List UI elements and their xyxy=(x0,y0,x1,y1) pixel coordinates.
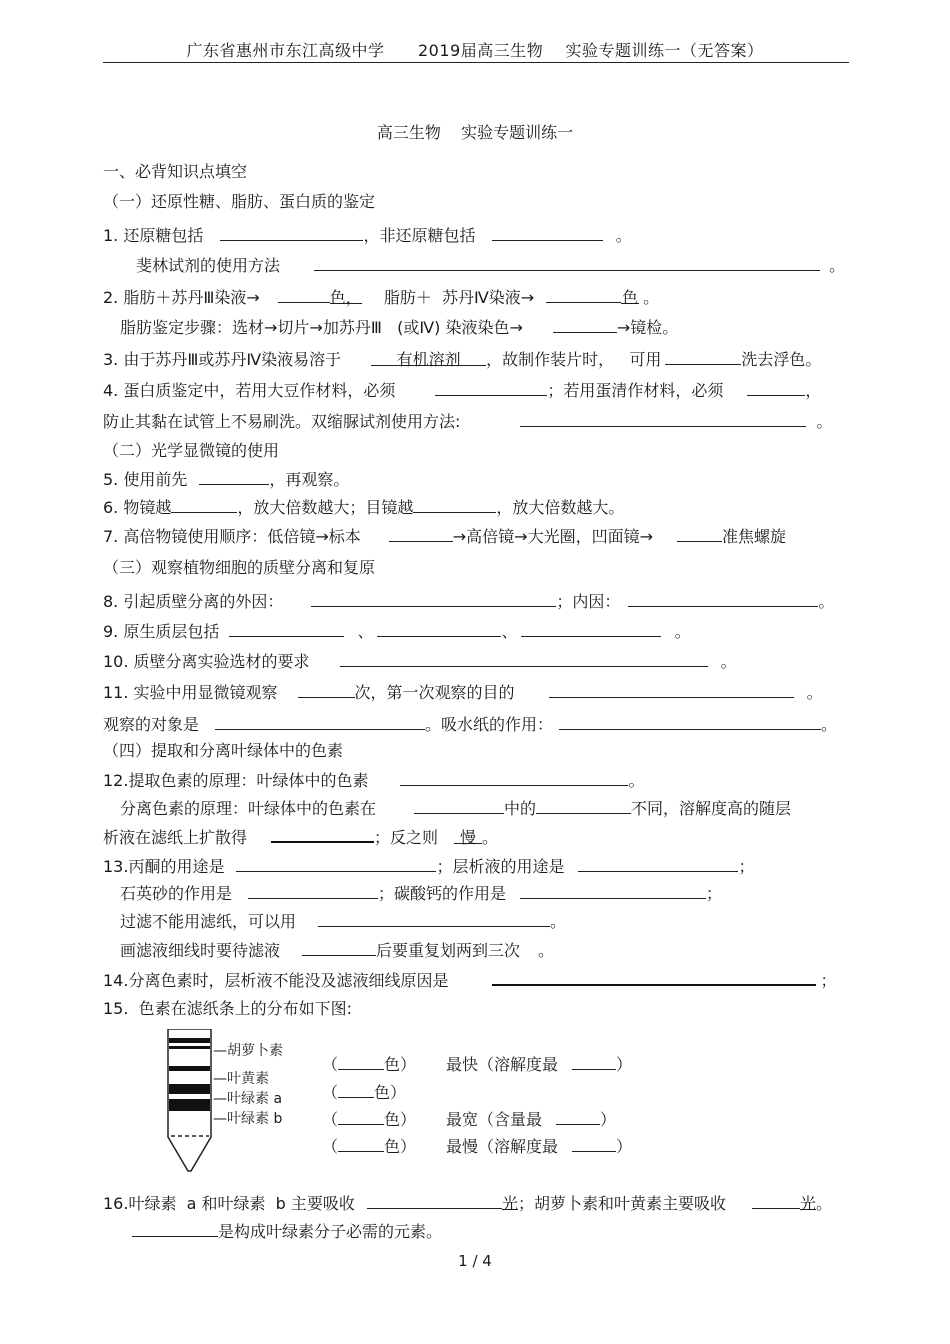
pigment-row: （ 色） xyxy=(322,1083,407,1102)
question-text: 。 xyxy=(821,715,838,734)
answer-blank[interactable] xyxy=(520,410,806,427)
question-5-line xyxy=(103,468,349,491)
pigment-label: —叶绿素 a xyxy=(213,1091,283,1107)
question-text: 。 xyxy=(829,256,846,275)
question-3-line xyxy=(103,348,821,371)
header-rule xyxy=(103,62,849,63)
question-text: 防止其黏在试管上不易刷洗。双缩脲试剂使用方法: xyxy=(103,412,461,431)
answer-text: 光 xyxy=(799,1194,816,1213)
carotene-band xyxy=(169,1038,210,1043)
question-text: 观察的对象是 xyxy=(103,715,200,734)
question-15-line: 15. 色素在滤纸条上的分布如下图: xyxy=(103,999,353,1018)
question-4b-line xyxy=(103,410,832,433)
carotene-band-2 xyxy=(169,1046,210,1049)
question-text: ；内因： xyxy=(556,592,621,611)
question-11b-line xyxy=(103,713,837,736)
question-16-line xyxy=(103,1192,832,1215)
xanthophyll-band xyxy=(169,1066,210,1071)
answer-blank[interactable] xyxy=(338,1081,374,1098)
question-text: 4. 蛋白质鉴定中，若用大豆作材料，必须 xyxy=(103,381,396,400)
question-text: 、 xyxy=(501,622,518,641)
answer-blank[interactable] xyxy=(367,1192,502,1209)
question-4-line xyxy=(103,379,821,402)
answer-blank[interactable] xyxy=(628,590,818,607)
answer-blank[interactable] xyxy=(298,681,355,698)
question-10-line xyxy=(103,650,737,673)
answer-blank[interactable] xyxy=(314,254,820,271)
question-11-line xyxy=(103,681,823,704)
question-text: 。 xyxy=(643,288,660,307)
pigment-label: —胡萝卜素 xyxy=(213,1043,283,1059)
question-text: 次，第一次观察的目的 xyxy=(354,683,515,702)
pigment-label: —叶绿素 b xyxy=(213,1111,283,1127)
subsection-heading: （二）光学显微镜的使用 xyxy=(103,441,280,460)
answer-blank[interactable] xyxy=(302,939,376,956)
question-text: 。 xyxy=(674,622,691,641)
answer-blank[interactable] xyxy=(578,855,738,872)
question-text: 斐林试剂的使用方法 xyxy=(136,256,281,275)
question-text: 13.丙酮的用途是 xyxy=(103,857,225,876)
question-text: 、 xyxy=(357,622,374,641)
pigment-row: （ 色） 最快（溶解度最 ） xyxy=(322,1055,633,1074)
question-text: 后要重复划两到三次 xyxy=(376,941,521,960)
answer-blank[interactable] xyxy=(414,797,504,814)
question-text: 不同，溶解度高的随层 xyxy=(631,799,792,818)
question-1-line xyxy=(103,224,632,247)
question-text: 。 xyxy=(550,912,567,931)
question-text: →高倍镜→大光圈，凹面镜→ xyxy=(452,527,653,546)
question-text: 6. 物镜越 xyxy=(103,498,172,517)
question-text: 洗去浮色。 xyxy=(741,350,822,369)
question-2-line xyxy=(103,286,659,309)
question-text: 析液在滤纸上扩散得 xyxy=(103,828,248,847)
answer-blank[interactable] xyxy=(229,620,344,637)
answer-blank[interactable] xyxy=(665,348,741,365)
question-text: 是构成叶绿素分子必需的元素。 xyxy=(218,1222,443,1241)
answer-blank[interactable] xyxy=(572,1053,616,1070)
subsection-heading: （四）提取和分离叶绿体中的色素 xyxy=(103,741,344,760)
question-text: 8. 引起质壁分离的外因： xyxy=(103,592,284,611)
question-text: ； xyxy=(738,857,755,876)
question-text: 。 xyxy=(482,828,499,847)
question-text: 14.分离色素时，层析液不能没及滤液细线原因是 xyxy=(103,971,449,990)
question-text: 12.提取色素的原理：叶绿体中的色素 xyxy=(103,771,369,790)
answer-blank[interactable] xyxy=(338,1053,384,1070)
question-text: 分离色素的原理：叶绿体中的色素在 xyxy=(120,799,377,818)
question-text: 10. 质壁分离实验选材的要求 xyxy=(103,652,310,671)
question-14-line xyxy=(103,968,836,992)
answer-blank[interactable] xyxy=(377,620,501,637)
question-text: 脂肪鉴定步骤：选材→切片→加苏丹Ⅲ (或Ⅳ) 染液染色→ xyxy=(120,318,523,337)
answer-filled: 慢 xyxy=(454,827,482,844)
question-text: 。吸水纸的作用： xyxy=(425,715,554,734)
question-text: 2. 脂肪＋苏丹Ⅲ染液→ xyxy=(103,288,260,307)
answer-blank[interactable] xyxy=(220,224,363,241)
question-text: ，放大倍数越大；目镜越 xyxy=(237,498,414,517)
answer-blank[interactable] xyxy=(215,713,425,730)
question-text: 16.叶绿素 a 和叶绿素 b 主要吸收 xyxy=(103,1194,355,1213)
answer-blank[interactable] xyxy=(752,1192,800,1209)
page-title: 高三生物 实验专题训练一 xyxy=(376,123,574,142)
question-text: ，再观察。 xyxy=(269,470,350,489)
question-text: 石英砂的作用是 xyxy=(120,884,233,903)
question-text: 9. 原生质层包括 xyxy=(103,622,220,641)
answer-blank[interactable] xyxy=(199,468,269,485)
chlorophyll-a-band xyxy=(169,1084,210,1094)
question-16b-line xyxy=(132,1220,442,1243)
question-text: 脂肪＋ 苏丹Ⅳ染液→ xyxy=(383,288,535,307)
question-text: 。 xyxy=(815,1194,832,1213)
answer-blank[interactable] xyxy=(492,224,603,241)
question-1b-line xyxy=(136,254,845,277)
question-text: 。 xyxy=(818,592,835,611)
answer-blank[interactable] xyxy=(248,882,378,899)
question-9-line xyxy=(103,620,691,643)
pigment-row: （ 色） 最宽（含量最 ） xyxy=(322,1110,617,1129)
answer-blank[interactable] xyxy=(677,525,722,542)
answer-blank[interactable] xyxy=(400,769,628,786)
answer-blank[interactable] xyxy=(318,910,550,927)
answer-blank[interactable] xyxy=(389,525,453,542)
question-text: ；胡萝卜素和叶黄素主要吸收 xyxy=(517,1194,726,1213)
question-text: 7. 高倍物镜使用顺序：低倍镜→标本 xyxy=(103,527,361,546)
question-text: 。 xyxy=(628,771,645,790)
page-number: 1 / 4 xyxy=(458,1252,492,1270)
question-text: ； xyxy=(820,971,837,990)
filter-paper-strip-diagram xyxy=(167,1029,212,1172)
answer-blank[interactable] xyxy=(435,379,547,396)
question-text: ，故制作装片时， 可用 xyxy=(486,350,662,369)
answer-blank[interactable] xyxy=(747,379,805,396)
subsection-heading: （三）观察植物细胞的质壁分离和复原 xyxy=(103,558,376,577)
question-text: 。 xyxy=(615,226,632,245)
question-8-line xyxy=(103,590,834,613)
answer-blank[interactable] xyxy=(546,286,621,303)
question-text: 。 xyxy=(720,652,737,671)
question-13-line xyxy=(103,855,754,878)
question-text: 。 xyxy=(538,941,555,960)
subsection-heading: （一）还原性糖、脂肪、蛋白质的鉴定 xyxy=(103,192,376,211)
answer-blank[interactable] xyxy=(521,620,661,637)
question-7-line xyxy=(103,525,786,548)
chlorophyll-b-band xyxy=(169,1099,210,1111)
answer-text: 色， xyxy=(329,288,362,307)
answer-blank[interactable] xyxy=(132,1220,218,1237)
answer-blank[interactable] xyxy=(171,496,237,513)
question-text: ， xyxy=(805,381,822,400)
answer-blank[interactable] xyxy=(536,797,631,814)
answer-blank[interactable] xyxy=(413,496,496,513)
question-text: 中的 xyxy=(504,799,537,818)
page-header: 广东省惠州市东江高级中学 2019届高三生物 实验专题训练一（无答案） xyxy=(186,41,764,60)
answer-blank[interactable] xyxy=(338,1135,384,1152)
answer-blank[interactable] xyxy=(236,855,436,872)
answer-blank[interactable] xyxy=(311,590,556,607)
question-text: 准焦螺旋 xyxy=(722,527,787,546)
question-text: ；反之则 xyxy=(374,828,439,847)
answer-blank[interactable] xyxy=(553,316,617,333)
question-text: 1. 还原糖包括 xyxy=(103,226,204,245)
question-12b-line xyxy=(120,797,791,820)
question-13b-line xyxy=(120,882,722,905)
question-text: ；层析液的用途是 xyxy=(436,857,565,876)
question-text: 画滤液细线时要待滤液 xyxy=(120,941,281,960)
question-text: 11. 实验中用显微镜观察 xyxy=(103,683,278,702)
answer-blank[interactable] xyxy=(549,681,794,698)
answer-blank[interactable] xyxy=(338,1108,384,1125)
question-text: ，放大倍数越大。 xyxy=(496,498,625,517)
question-text: ；若用蛋清作材料，必须 xyxy=(547,381,724,400)
question-text: ；碳酸钙的作用是 xyxy=(378,884,507,903)
pigment-label: —叶黄素 xyxy=(213,1071,269,1087)
question-text: 3. 由于苏丹Ⅲ或苏丹Ⅳ染液易溶于 xyxy=(103,350,342,369)
answer-blank[interactable] xyxy=(278,286,330,303)
question-text: ； xyxy=(706,884,723,903)
answer-blank[interactable] xyxy=(572,1135,616,1152)
question-13d-line xyxy=(120,939,554,962)
question-2b-line xyxy=(120,316,678,339)
answer-blank[interactable] xyxy=(492,968,816,986)
answer-text: 色 xyxy=(622,288,639,307)
answer-blank[interactable] xyxy=(271,825,374,843)
answer-blank[interactable] xyxy=(520,882,706,899)
answer-blank[interactable] xyxy=(556,1108,600,1125)
question-text: 过滤不能用滤纸，可以用 xyxy=(120,912,297,931)
answer-blank[interactable] xyxy=(340,650,708,667)
answer-blank[interactable] xyxy=(559,713,821,730)
question-text: 5. 使用前先 xyxy=(103,470,188,489)
question-12c-line xyxy=(103,825,498,849)
question-text: 。 xyxy=(806,683,823,702)
answer-text: 光 xyxy=(501,1194,518,1213)
question-12-line xyxy=(103,769,644,792)
section-heading: 一、必背知识点填空 xyxy=(103,162,248,181)
question-13c-line xyxy=(120,910,566,933)
question-text: ，非还原糖包括 xyxy=(363,226,476,245)
question-text: →镜检。 xyxy=(616,318,679,337)
question-text: 。 xyxy=(816,412,833,431)
answer-filled: 有机溶剂 xyxy=(371,349,486,366)
pigment-row: （ 色） 最慢（溶解度最 ） xyxy=(322,1137,633,1156)
question-6-line xyxy=(103,496,624,519)
